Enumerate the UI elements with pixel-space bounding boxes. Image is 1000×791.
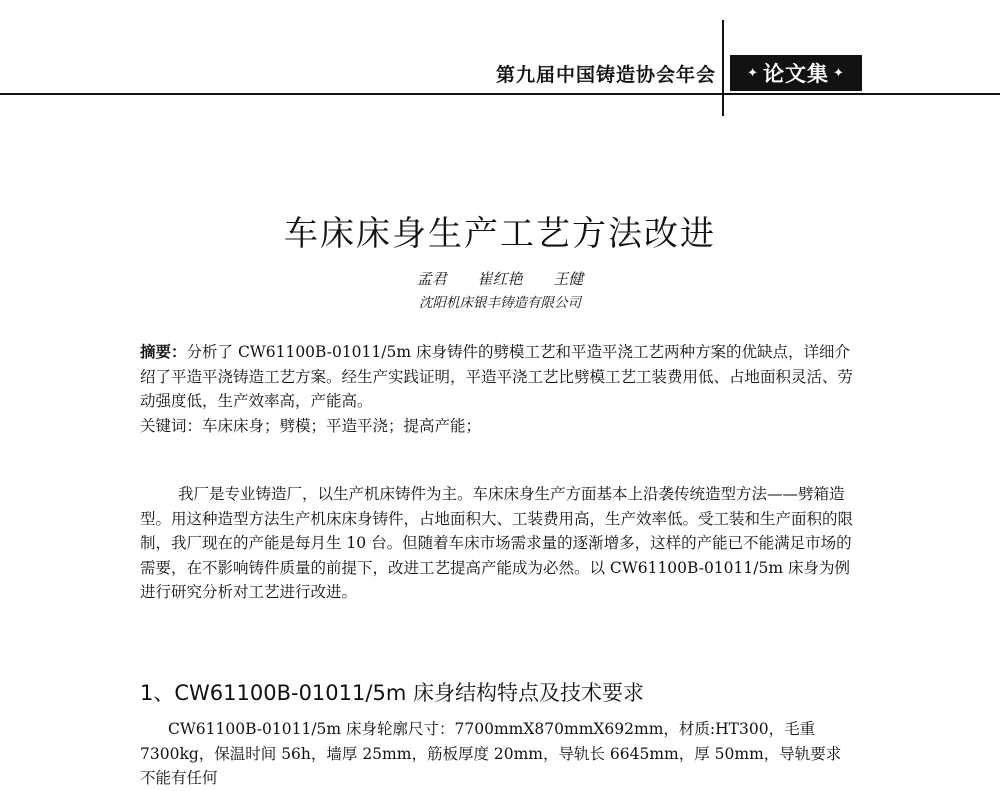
keywords-text: 车床床身；劈模；平造平浇；提高产能；: [202, 417, 482, 435]
abstract: [140, 340, 856, 414]
author: 王健: [553, 270, 584, 288]
author-list: [0, 268, 1000, 289]
intro-paragraph: [140, 482, 856, 605]
abstract-text: 分析了 CW61100B-01011/5m 床身铸件的劈模工艺和平造平浇工艺两种方案的优缺点，详细介绍了平造平浇铸造工艺方案。经生产实践证明，平造平浇工艺比劈模工艺工装费用低、占地面积灵活、劳动强度低，生产效率高，产能高。: [140, 343, 854, 410]
author: 崔红艳: [477, 270, 523, 288]
keywords-label: 关键词：: [140, 417, 203, 435]
intro-text: 我厂是专业铸造厂，以生产机床铸件为主。车床床身生产方面基本上沿袭传统造型方法——劈箱造型。用这种造型方法生产机床床身铸件，占地面积大、工装费用高，生产效率低。受工装和生产面积的限制，我厂现在的产能是每月生 10 台。但随着车床市场需求量的逐渐增多，这样的产能已不能满足市场的需要，在不影响铸件质量的前提下，改进工艺提高产能成为必然。以 CW61100B-01011/5m 床身为例进行研究分析对工艺进行改进。: [140, 485, 854, 601]
header-divider: [722, 20, 724, 116]
section-text: CW61100B-01011/5m 床身轮廓尺寸：7700mmX870mmX692mm，材质:HT300，毛重 7300kg，保温时间 56h，墙厚 25mm，筋板厚度 20mm，导轨长 6645mm，厚 50mm，导轨要求不能有任何: [140, 720, 842, 787]
running-header-conference: 第九届中国铸造协会年会: [495, 64, 716, 86]
section-paragraph: [140, 717, 856, 791]
paper-title: 车床床身生产工艺方法改进: [284, 214, 716, 254]
star-icon: ✦: [747, 65, 759, 81]
affiliation: 沈阳机床银丰铸造有限公司: [419, 295, 581, 311]
abstract-label: 摘要：: [140, 342, 187, 361]
running-header-tag-label: 论文集: [763, 62, 829, 86]
author: 孟君: [416, 270, 447, 288]
keywords: [140, 414, 856, 439]
star-icon: ✦: [833, 65, 845, 81]
header-rule: [0, 93, 1000, 95]
running-header-tag: [730, 55, 862, 91]
section-heading: 1、CW61100B-01011/5m 床身结构特点及技术要求: [140, 681, 644, 705]
